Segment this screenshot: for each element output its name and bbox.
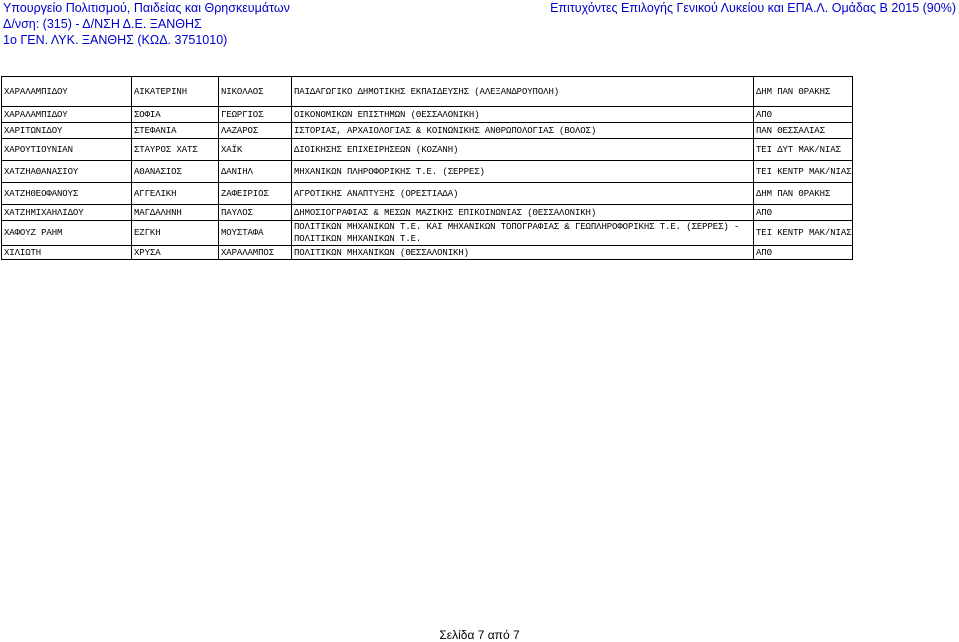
table-row — [2, 161, 853, 183]
document-title: Επιτυχόντες Επιλογής Γενικού Λυκείου και ΕΠΑ.Λ. Ομάδας Β 2015 (90%) — [550, 1, 956, 15]
department-cell: ΔΗΜΟΣΙΟΓΡΑΦΙΑΣ & ΜΕΣΩΝ ΜΑΖΙΚΗΣ ΕΠΙΚΟΙΝΩΝΙΑΣ (ΘΕΣΣΑΛΟΝΙΚΗ) — [292, 205, 754, 221]
father-cell: ΔΑΝΙΗΛ — [219, 161, 292, 183]
department-cell: ΙΣΤΟΡΙΑΣ, ΑΡΧΑΙΟΛΟΓΙΑΣ & ΚΟΙΝΩΝΙΚΗΣ ΑΝΘΡΩΠΟΛΟΓΙΑΣ (ΒΟΛΟΣ) — [292, 123, 754, 139]
department-cell: ΠΟΛΙΤΙΚΩΝ ΜΗΧΑΝΙΚΩΝ Τ.Ε. ΚΑΙ ΜΗΧΑΝΙΚΩΝ ΤΟΠΟΓΡΑΦΙΑΣ & ΓΕΩΠΛΗΡΟΦΟΡΙΚΗΣ Τ.Ε. (ΣΕΡΡΕΣ) - ΠΟΛΙΤΙΚΩΝ ΜΗΧΑΝΙΚΩΝ Τ.Ε. — [292, 221, 754, 246]
directorate-line: Δ/νση: (315) - Δ/ΝΣΗ Δ.Ε. ΞΑΝΘΗΣ — [3, 17, 202, 31]
table-row — [2, 107, 853, 123]
name-cell: ΧΡΥΣΑ — [132, 246, 219, 260]
father-cell: ΛΑΖΑΡΟΣ — [219, 123, 292, 139]
department-cell: ΟΙΚΟΝΟΜΙΚΩΝ ΕΠΙΣΤΗΜΩΝ (ΘΕΣΣΑΛΟΝΙΚΗ) — [292, 107, 754, 123]
surname-cell: ΧΑΡΑΛΑΜΠΙΔΟΥ — [2, 77, 132, 107]
table-row — [2, 246, 853, 260]
father-cell: ΝΙΚΟΛΑΟΣ — [219, 77, 292, 107]
surname-cell: ΧΑΤΖΗΘΕΟΦΑΝΟΥΣ — [2, 183, 132, 205]
surname-cell: ΧΙΛΙΩΤΗ — [2, 246, 132, 260]
name-cell: ΑΙΚΑΤΕΡΙΝΗ — [132, 77, 219, 107]
institution-cell: ΑΠΘ — [754, 205, 853, 221]
page-number: Σελίδα 7 από 7 — [439, 628, 520, 642]
table-row — [2, 221, 853, 246]
institution-cell: ΠΑΝ ΘΕΣΣΑΛΙΑΣ — [754, 123, 853, 139]
father-cell: ΜΟΥΣΤΑΦΑ — [219, 221, 292, 246]
institution-cell: ΑΠΘ — [754, 107, 853, 123]
surname-cell: ΧΑΡΟΥΤΙΟΥΝΙΑΝ — [2, 139, 132, 161]
institution-cell: ΤΕΙ ΚΕΝΤΡ ΜΑΚ/ΝΙΑΣ — [754, 221, 853, 246]
surname-cell: ΧΑΡΙΤΩΝΙΔΟΥ — [2, 123, 132, 139]
department-cell: ΔΙΟΙΚΗΣΗΣ ΕΠΙΧΕΙΡΗΣΕΩΝ (ΚΟΖΑΝΗ) — [292, 139, 754, 161]
father-cell: ΓΕΩΡΓΙΟΣ — [219, 107, 292, 123]
surname-cell: ΧΑΤΖΗΜΙΧΑΗΛΙΔΟΥ — [2, 205, 132, 221]
name-cell: ΑΘΑΝΑΣΙΟΣ — [132, 161, 219, 183]
table-row — [2, 123, 853, 139]
surname-cell: ΧΑΤΖΗΑΘΑΝΑΣΙΟΥ — [2, 161, 132, 183]
name-cell: ΑΓΓΕΛΙΚΗ — [132, 183, 219, 205]
table-row — [2, 77, 853, 107]
surname-cell: ΧΑΡΑΛΑΜΠΙΔΟΥ — [2, 107, 132, 123]
institution-cell: ΤΕΙ ΔΥΤ ΜΑΚ/ΝΙΑΣ — [754, 139, 853, 161]
institution-cell: ΔΗΜ ΠΑΝ ΘΡΑΚΗΣ — [754, 183, 853, 205]
name-cell: ΕΖΓΚΗ — [132, 221, 219, 246]
father-cell: ΠΑΥΛΟΣ — [219, 205, 292, 221]
institution-cell: ΤΕΙ ΚΕΝΤΡ ΜΑΚ/ΝΙΑΣ — [754, 161, 853, 183]
name-cell: ΣΤΑΥΡΟΣ ΧΑΤΣ — [132, 139, 219, 161]
institution-cell: ΑΠΘ — [754, 246, 853, 260]
department-cell: ΠΑΙΔΑΓΩΓΙΚΟ ΔΗΜΟΤΙΚΗΣ ΕΚΠΑΙΔΕΥΣΗΣ (ΑΛΕΞΑΝΔΡΟΥΠΟΛΗ) — [292, 77, 754, 107]
father-cell: ΧΑΡΑΛΑΜΠΟΣ — [219, 246, 292, 260]
institution-cell: ΔΗΜ ΠΑΝ ΘΡΑΚΗΣ — [754, 77, 853, 107]
department-cell: ΜΗΧΑΝΙΚΩΝ ΠΛΗΡΟΦΟΡΙΚΗΣ Τ.Ε. (ΣΕΡΡΕΣ) — [292, 161, 754, 183]
ministry-line: Υπουργείο Πολιτισμού, Παιδείας και Θρησκευμάτων — [3, 1, 290, 15]
father-cell: ΧΑΪΚ — [219, 139, 292, 161]
father-cell: ΖΑΦΕΙΡΙΟΣ — [219, 183, 292, 205]
table-row — [2, 139, 853, 161]
department-cell: ΠΟΛΙΤΙΚΩΝ ΜΗΧΑΝΙΚΩΝ (ΘΕΣΣΑΛΟΝΙΚΗ) — [292, 246, 754, 260]
surname-cell: ΧΑΦΟΥΖ ΡΑΗΜ — [2, 221, 132, 246]
name-cell: ΣΤΕΦΑΝΙΑ — [132, 123, 219, 139]
table-row — [2, 183, 853, 205]
name-cell: ΣΟΦΙΑ — [132, 107, 219, 123]
table-row — [2, 205, 853, 221]
school-line: 1ο ΓΕΝ. ΛΥΚ. ΞΑΝΘΗΣ (ΚΩΔ. 3751010) — [3, 33, 228, 47]
ministry-header — [3, 0, 290, 48]
results-table — [1, 76, 853, 260]
name-cell: ΜΑΓΔΑΛΗΝΗ — [132, 205, 219, 221]
department-cell: ΑΓΡΟΤΙΚΗΣ ΑΝΑΠΤΥΞΗΣ (ΟΡΕΣΤΙΑΔΑ) — [292, 183, 754, 205]
